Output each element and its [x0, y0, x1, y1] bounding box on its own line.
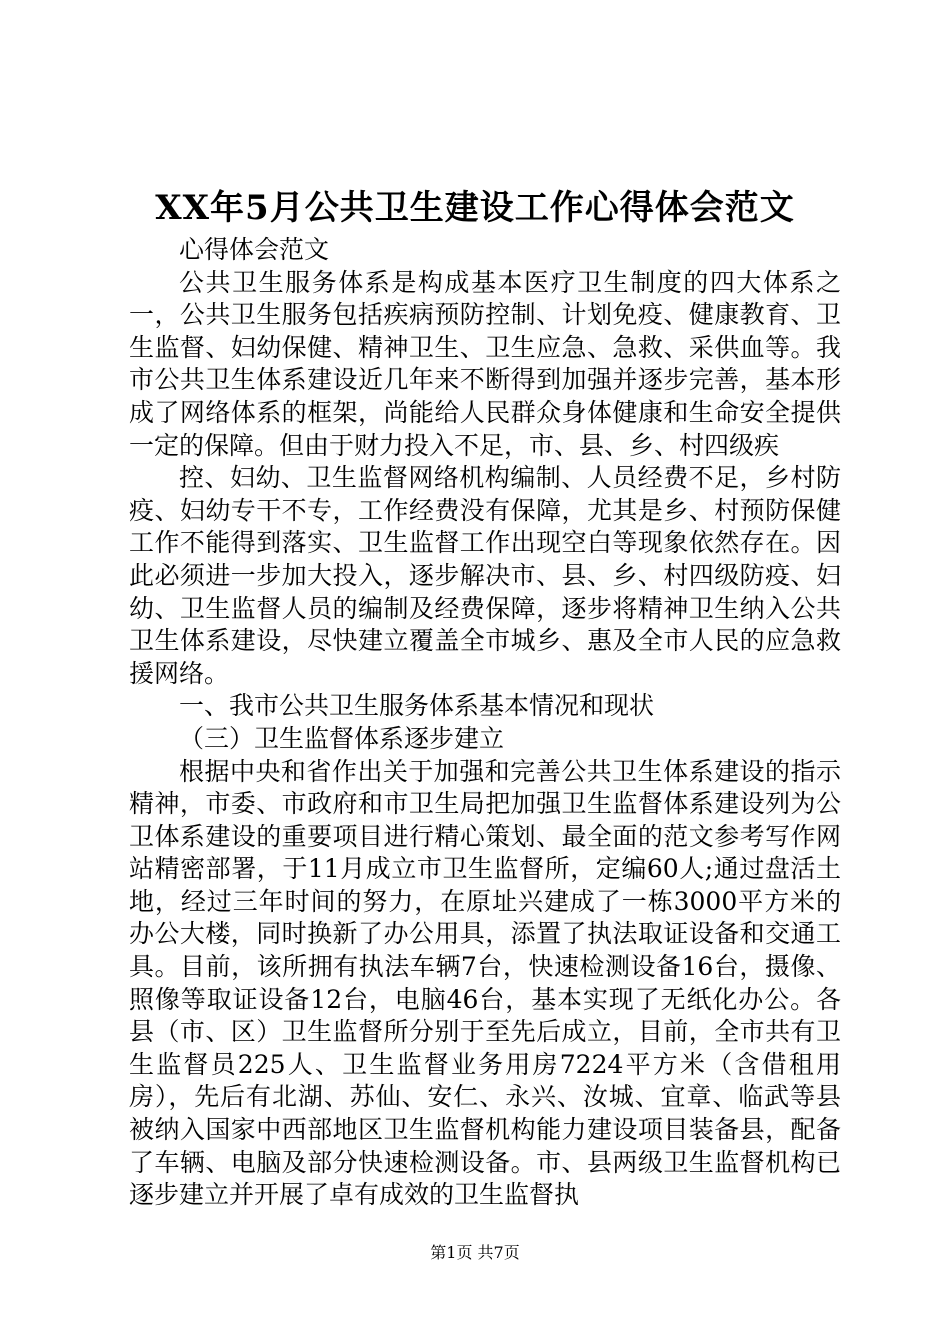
subsection-heading: （三）卫生监督体系逐步建立 — [179, 723, 505, 753]
paragraph-heading: 心得体会范文 — [179, 235, 330, 264]
paragraph: 控、妇幼、卫生监督网络机构编制、人员经费不足，乡村防疫、妇幼专干不专，工作经费没有保障，尤其是乡、村预防保健工作不能得到落实、卫生监督工作出现空白等现象依然存在。因此必须进一步加大投入，逐步解决市、县、乡、村四级防疫、妇幼、卫生监督人员的编制及经费保障，逐步将精神卫生纳入公共卫生体系建设，尽快建立覆盖全市城乡、惠及全市人民的应急救援网络。 — [129, 463, 841, 688]
document-title: XX年5月公共卫生建设工作心得体会范文 — [155, 188, 795, 228]
paragraph: 根据中央和省作出关于加强和完善公共卫生体系建设的指示精神，市委、市政府和市卫生局把加强卫生监督体系建设列为公卫体系建设的重要项目进行精心策划、最全面的范文参考写作网站精密部署，于11月成立市卫生监督所，定编60人;通过盘活土地，经过三年时间的努力，在原址兴建成了一栋3000平方米的办公大楼，同时换新了办公用具，添置了执法取证设备和交通工具。目前，该所拥有执法车辆7台，快速检测设备16台，摄像、照像等取证设备12台，电脑46台，基本实现了无纸化办公。各县（市、区）卫生监督所分别于至先后成立，目前，全市共有卫生监督员225人、卫生监督业务用房7224平方米（含借租用房），先后有北湖、苏仙、安仁、永兴、汝城、宜章、临武等县被纳入国家中西部地区卫生监督机构能力建设项目装备县，配备了车辆、电脑及部分快速检测设备。市、县两级卫生监督机构已逐步建立并开展了卓有成效的卫生监督执 — [129, 756, 841, 1210]
section-heading: 一、我市公共卫生服务体系基本情况和现状 — [179, 691, 655, 721]
document-body — [129, 234, 841, 1212]
paragraph: 公共卫生服务体系是构成基本医疗卫生制度的四大体系之一，公共卫生服务包括疾病预防控制、计划免疫、健康教育、卫生监督、妇幼保健、精神卫生、卫生应急、急救、采供血等。我市公共卫生体系建设近几年来不断得到加强并逐步完善，基本形成了网络体系的框架，尚能给人民群众身体健康和生命安全提供一定的保障。但由于财力投入不足，市、县、乡、村四级疾 — [129, 267, 841, 460]
page-number: 第1页 共7页 — [430, 1243, 520, 1262]
